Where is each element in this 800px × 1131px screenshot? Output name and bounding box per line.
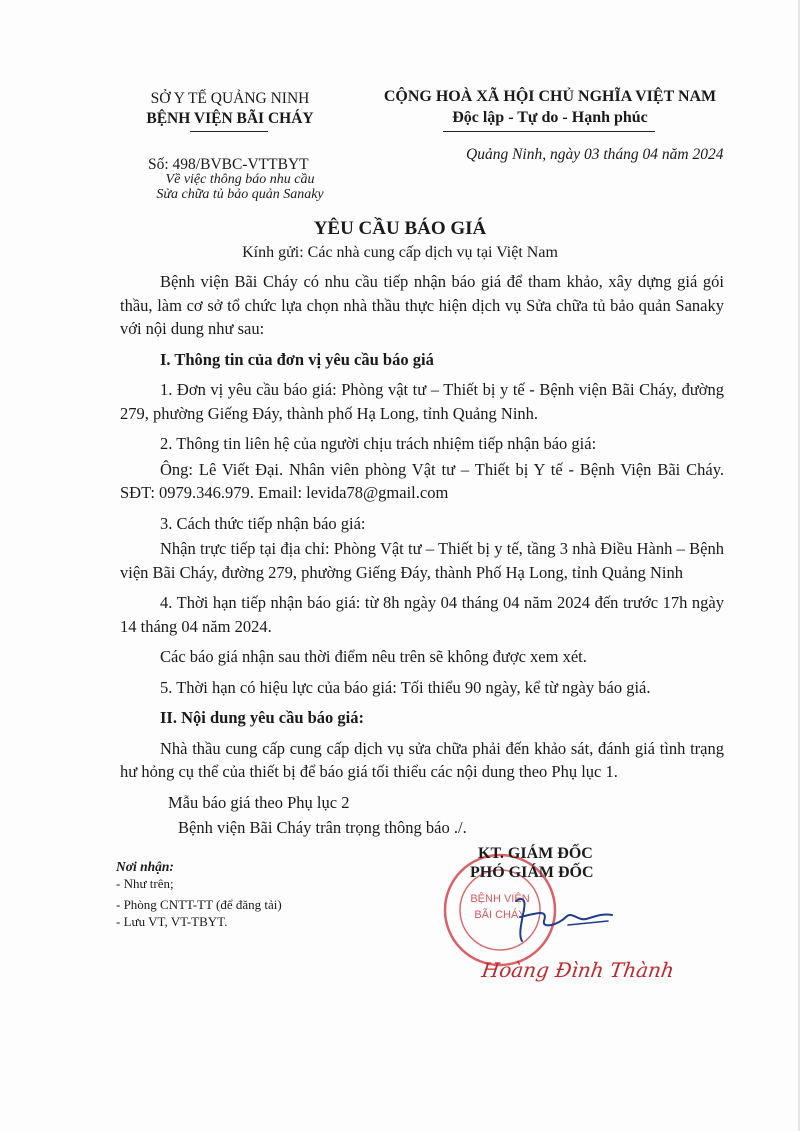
template-note: Mẫu báo giá theo Phụ lục 2 <box>168 792 350 812</box>
date-line: Quảng Ninh, ngày 03 tháng 04 năm 2024 <box>466 146 724 163</box>
item-4: 4. Thời hạn tiếp nhận báo giá: từ 8h ngày 04 tháng 04 năm 2024 đến trước 17h ngày 14 tháng 04 năm 2024. <box>120 593 724 636</box>
item-3: 3. Cách thức tiếp nhận báo giá: <box>160 513 366 533</box>
section-1-heading: I. Thông tin của đơn vị yêu cầu báo giá <box>160 349 434 369</box>
national-title: CỘNG HOÀ XÃ HỘI CHỦ NGHĨA VIỆT NAM <box>383 88 717 105</box>
motto-underline <box>443 131 655 132</box>
org-parent: SỞ Y TẾ QUẢNG NINH <box>150 90 310 107</box>
signer-name: Hoàng Đình Thành <box>480 958 676 982</box>
item-1: 1. Đơn vị yêu cầu báo giá: Phòng vật tư – Thiết bị y tế - Bệnh viện Bãi Cháy, đường 279, phường Giếng Đáy, thành phố Hạ Long, tỉnh Quảng Ninh. <box>120 380 724 423</box>
svg-text:BỆNH VIỆN: BỆNH VIỆN <box>470 893 530 905</box>
recipient-item: - Phòng CNTT-TT (để đăng tải) <box>116 897 282 912</box>
item-3-detail: Nhận trực tiếp tại địa chỉ: Phòng Vật tư – Thiết bị y tế, tầng 3 nhà Điều Hành – Bệnh viện Bãi Cháy, đường 279, phường Giếng Đáy, thành Phố Hạ Long, tỉnh Quảng Ninh <box>120 539 724 582</box>
item-2-detail: Ông: Lê Viết Đại. Nhân viên phòng Vật tư – Thiết bị Y tế - Bệnh Viện Bãi Cháy. SĐT: 0979.346.979. Email: levida78@gmail.com <box>120 459 724 502</box>
document-title: YÊU CẦU BÁO GIÁ <box>313 218 487 239</box>
item-4-note: Các báo giá nhận sau thời điểm nêu trên sẽ không được xem xét. <box>160 647 587 666</box>
item-5: 5. Thời hạn có hiệu lực của báo giá: Tối thiểu 90 ngày, kể từ ngày báo giá. <box>160 677 651 697</box>
signature-title-2: PHÓ GIÁM ĐỐC <box>470 864 594 881</box>
svg-text:BÃI CHÁY: BÃI CHÁY <box>474 909 526 921</box>
section-2-text: Nhà thầu cung cấp cung cấp dịch vụ sửa chữa phải đến khảo sát, đánh giá tình trạng hư hỏng cụ thể của thiết bị để báo giá tối thiểu các nội dung theo Phụ lục 1. <box>120 738 724 781</box>
section-2-heading: II. Nội dung yêu cầu báo giá: <box>160 708 365 727</box>
org-name: BỆNH VIỆN BÃI CHÁY <box>146 110 314 127</box>
intro-paragraph: Bệnh viện Bãi Cháy có nhu cầu tiếp nhận báo giá để tham khảo, xây dựng giá gói thầu, làm cơ sở tổ chức lựa chọn nhà thầu thực hiện dịch vụ Sửa chữa tủ bảo quản Sanaky với nội dung như sau: <box>120 272 724 338</box>
handwritten-signature <box>508 895 618 945</box>
recipient-item: - Như trên; <box>116 876 174 891</box>
closing-line: Bệnh viện Bãi Cháy trân trọng thông báo ./. <box>178 818 467 837</box>
recipients-label: Nơi nhận: <box>116 859 174 874</box>
recipient-item: - Lưu VT, VT-TBYT. <box>116 914 228 929</box>
org-underline <box>190 131 268 132</box>
document-number: Số: 498/BVBC-VTTBYT <box>148 156 309 173</box>
recipients-block <box>116 858 282 930</box>
recipient-line: Kính gửi: Các nhà cung cấp dịch vụ tại Việt Nam <box>242 244 558 261</box>
national-motto: Độc lập - Tự do - Hạnh phúc <box>452 109 648 126</box>
signature-title-1: KT. GIÁM ĐỐC <box>478 845 593 862</box>
subject-line-2: Sửa chữa tủ bảo quản Sanaky <box>156 187 324 202</box>
document-body <box>120 270 724 847</box>
subject-line-1: Về việc thông báo nhu cầu <box>165 172 315 187</box>
item-2: 2. Thông tin liên hệ của người chịu trách nhiệm tiếp nhận báo giá: <box>160 434 597 453</box>
